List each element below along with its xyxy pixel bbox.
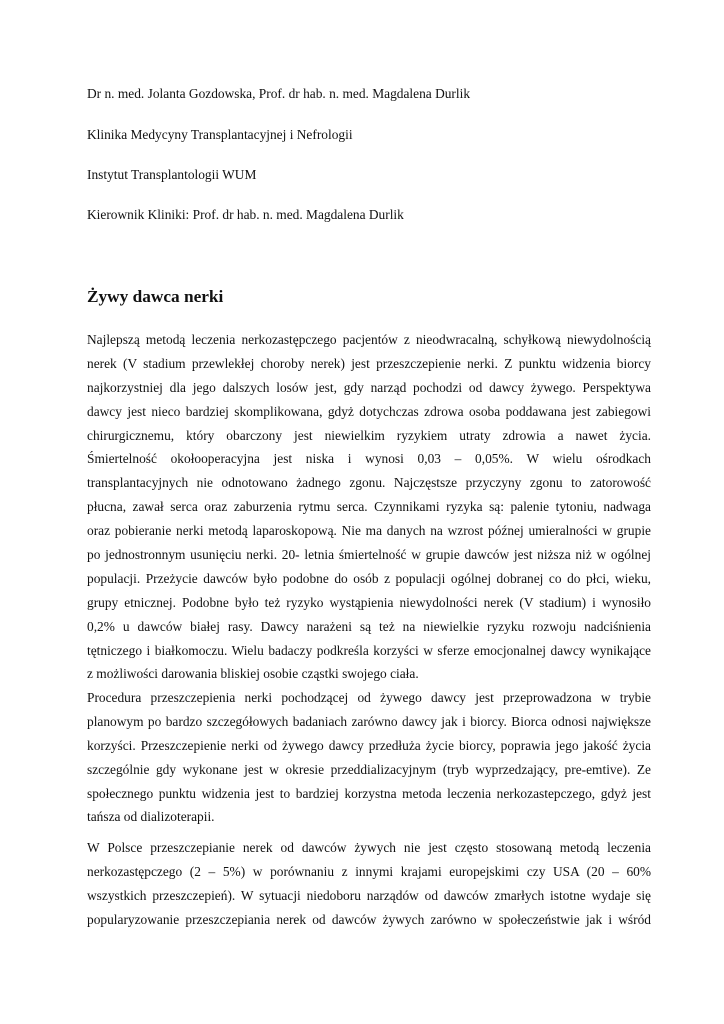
text-line: wszystkich przeszczepień). W sytuacji niedoboru narządów od dawców zmarłych istotne wydaje się [87, 887, 651, 903]
text-line: tętniczego i białkomoczu. Wielu badaczy podkreśla korzyści w sferze emocjonalnej dawcy wynikające [87, 642, 651, 658]
text-line: transplantacyjnych nie odnotowano żadnego zgonu. Najczęstsze przyczyny zgonu to zatorowość [87, 475, 651, 491]
text-line: społecznego punktu widzenia jest to bardziej korzystna metoda leczenia nerkozastepczego, gdyż jest [87, 785, 651, 801]
text-line: z możliwości darowania bliskiej osobie cząstki swojego ciała. [87, 666, 419, 682]
text-line: Procedura przeszczepienia nerki pochodzącej od żywego dawcy jest przeprowadzona w trybie [87, 690, 651, 705]
text-line: W Polsce przeszczepianie nerek od dawców żywych nie jest często stosowaną metodą leczenia [87, 840, 651, 855]
clinic-line: Klinika Medycyny Transplantacyjnej i Nefrologii [87, 127, 353, 142]
text-line: nerkozastępczego (2 – 5%) w porównaniu z innymi krajami europejskimi czy USA (20 – 60% [87, 863, 651, 879]
institute-line: Instytut Transplantologii WUM [87, 167, 257, 182]
text-line: dawcy jest nieco bardziej skomplikowana, gdyż dotychczas zdrowa osoba poddawana jest zabiegowi [87, 403, 651, 419]
authors-line: Dr n. med. Jolanta Gozdowska, Prof. dr hab. n. med. Magdalena Durlik [87, 86, 471, 101]
paragraph-3 [87, 836, 651, 932]
paragraph-1 [87, 328, 651, 686]
text-line: tańsza od dializoterapii. [87, 809, 215, 825]
text-line: szczególnie gdy wykonane jest w okresie przeddializacyjnym (tryb wyprzedzający, pre-emtive). Ze [87, 761, 651, 777]
text-line: po jednostronnym usunięciu nerki. 20- letnia śmiertelność w grupie dawców jest niższa niż w ogólnej [87, 547, 651, 563]
text-line: płucna, zawał serca oraz zaburzenia rytmu serca. Czynnikami ryzyka są: palenie tytoniu, nadwaga [87, 499, 651, 515]
text-line: grupy etnicznej. Podobne było też ryzyko wystąpienia niewydolności nerek (V stadium) i wynosiło [87, 594, 651, 610]
text-line: najkorzystniej dla jego dalszych losów jest, gdy narząd pochodzi od dawcy żywego. Perspektywa [87, 379, 651, 395]
text-line: 0,2% u dawców białej rasy. Dawcy narażeni są też na niewielkie ryzyku rozwoju nadciśnienia [87, 618, 651, 634]
document-title: Żywy dawca nerki [87, 287, 224, 306]
text-line: Śmiertelność okołooperacyjna jest niska i wynosi 0,03 – 0,05%. W wielu ośrodkach [87, 451, 651, 467]
text-line: korzyści. Przeszczepienie nerki od żywego dawcy przedłuża życie biorcy, poprawia jego jakość życia [87, 737, 651, 753]
text-line: nerek (V stadium przewlekłej choroby nerek) jest przeszczepienie nerki. Z punktu widzenia biorcy [87, 355, 651, 371]
text-line: oraz pobieranie nerki metodą laparoskopową. Nie ma danych na wzrost późnej umieralności w grupie [87, 523, 651, 539]
text-line: populacji. Przeżycie dawców było podobne do osób z populacji ogólnej dobranej co do płci, wieku, [87, 570, 651, 586]
paragraph-2 [87, 686, 651, 829]
clinic-head-line: Kierownik Kliniki: Prof. dr hab. n. med. Magdalena Durlik [87, 207, 404, 222]
text-line: chirurgicznemu, który obarczony jest niewielkim ryzykiem utraty zdrowia a nawet życia. [87, 427, 651, 443]
text-line: Najlepszą metodą leczenia nerkozastępczego pacjentów z nieodwracalną, schyłkową niewydolnością [87, 332, 651, 347]
text-line: popularyzowanie przeszczepiania nerek od dawców żywych zarówno w społeczeństwie jak i wśród [87, 911, 651, 927]
text-line: planowym po bardzo szczegółowych badaniach zarówno dawcy jak i biorcy. Biorca odnosi największe [87, 713, 651, 729]
